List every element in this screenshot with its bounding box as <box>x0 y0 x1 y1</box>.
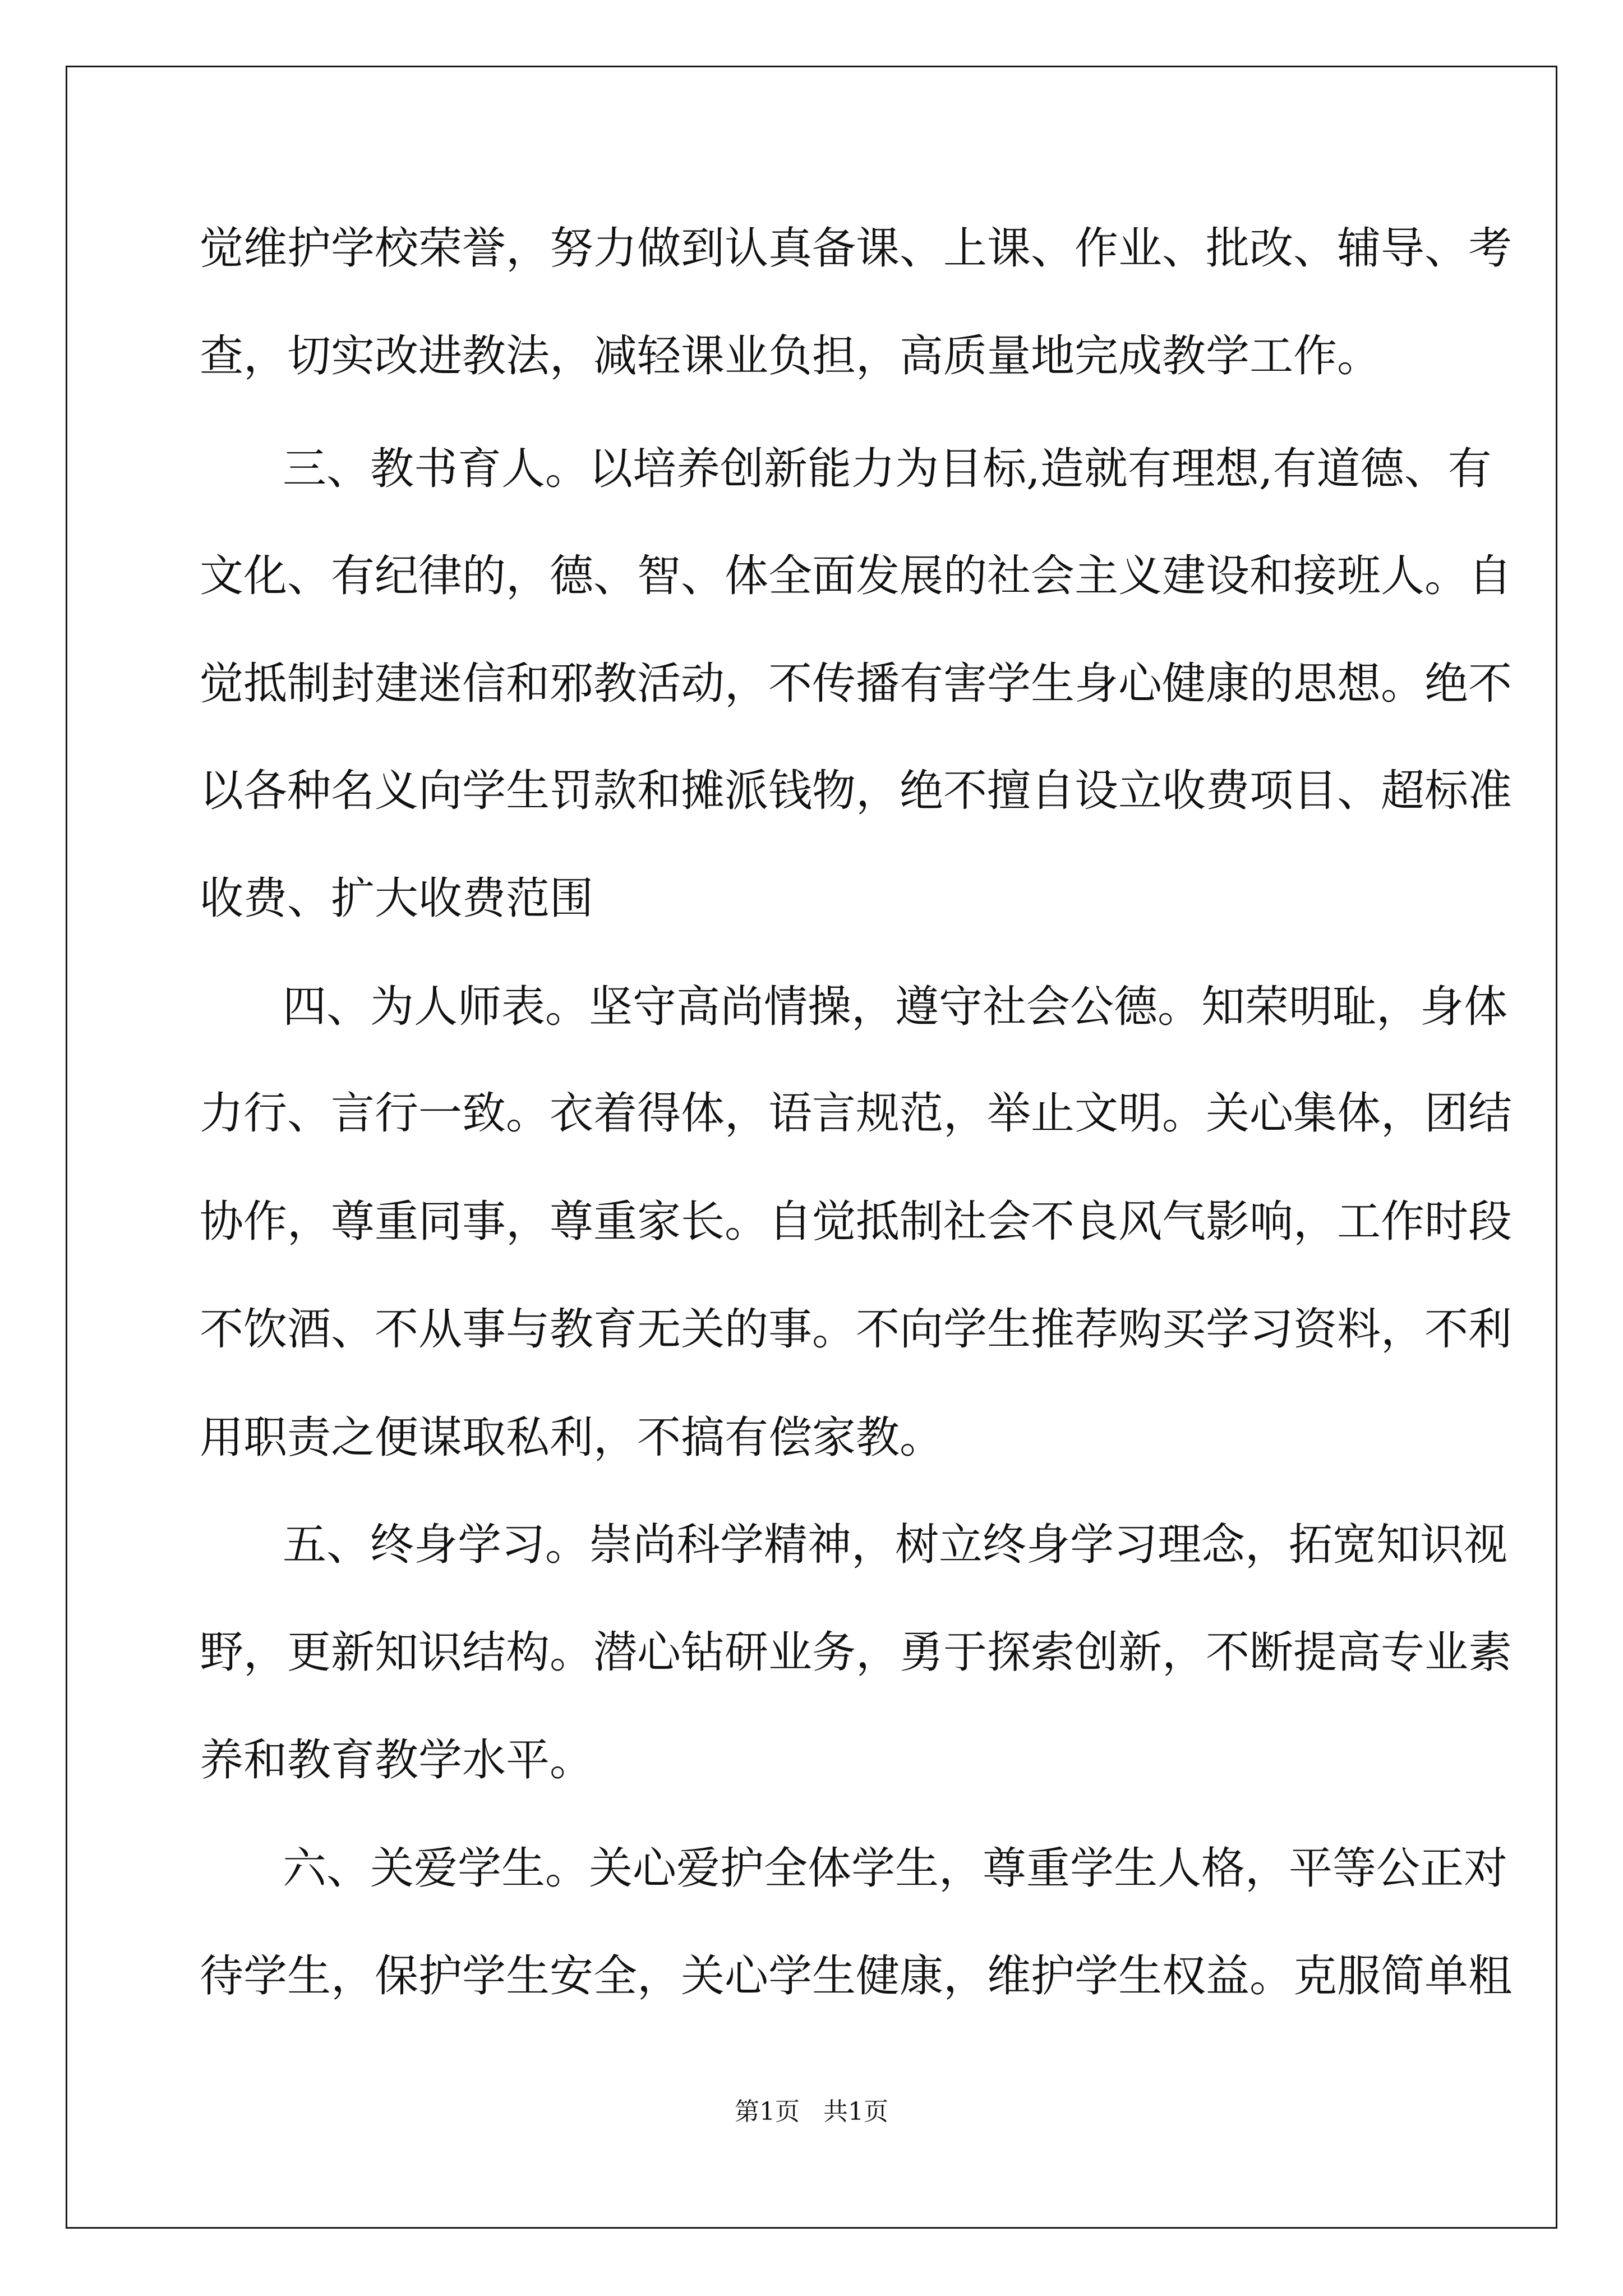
text-line: 文化、有纪律的，德、智、体全面发展的社会主义建设和接班人。自 <box>200 551 1513 601</box>
page-border <box>66 66 1557 2229</box>
text-line: 三、教书育人。以培养创新能力为目标,造就有理想,有道德、有 <box>283 444 1492 494</box>
text-line: 五、终身学习。崇尚科学精神，树立终身学习理念，拓宽知识视 <box>283 1520 1508 1570</box>
text-line: 协作，尊重同事，尊重家长。自觉抵制社会不良风气影响，工作时段 <box>200 1197 1513 1247</box>
text-line: 力行、言行一致。衣着得体，语言规范，举止文明。关心集体，团结 <box>200 1088 1513 1139</box>
text-line: 收费、扩大收费范围 <box>200 873 594 924</box>
text-line: 用职责之便谋取私利，不搞有偿家教。 <box>200 1412 944 1463</box>
text-line: 待学生，保护学生安全，关心学生健康，维护学生权益。克服简单粗 <box>200 1951 1513 2001</box>
text-line: 不饮酒、不从事与教育无关的事。不向学生推荐购买学习资料，不利 <box>200 1304 1513 1355</box>
text-line: 四、为人师表。坚守高尚情操，遵守社会公德。知荣明耻，身体 <box>283 982 1508 1032</box>
text-line: 查，切实改进教法，减轻课业负担，高质量地完成教学工作。 <box>200 331 1381 381</box>
page-number: 第1页 共1页 <box>735 2097 888 2126</box>
text-line: 六、关爱学生。关心爱护全体学生，尊重学生人格，平等公正对 <box>283 1843 1508 1894</box>
text-line: 野，更新知识结构。潜心钻研业务，勇于探索创新，不断提高专业素 <box>200 1627 1513 1678</box>
text-line: 养和教育教学水平。 <box>200 1735 594 1786</box>
text-line: 以各种名义向学生罚款和摊派钱物，绝不擅自设立收费项目、超标准 <box>200 766 1513 816</box>
text-line: 觉维护学校荣誉，努力做到认真备课、上课、作业、批改、辅导、考 <box>200 223 1513 274</box>
text-line: 觉抵制封建迷信和邪教活动，不传播有害学生身心健康的思想。绝不 <box>200 659 1513 709</box>
